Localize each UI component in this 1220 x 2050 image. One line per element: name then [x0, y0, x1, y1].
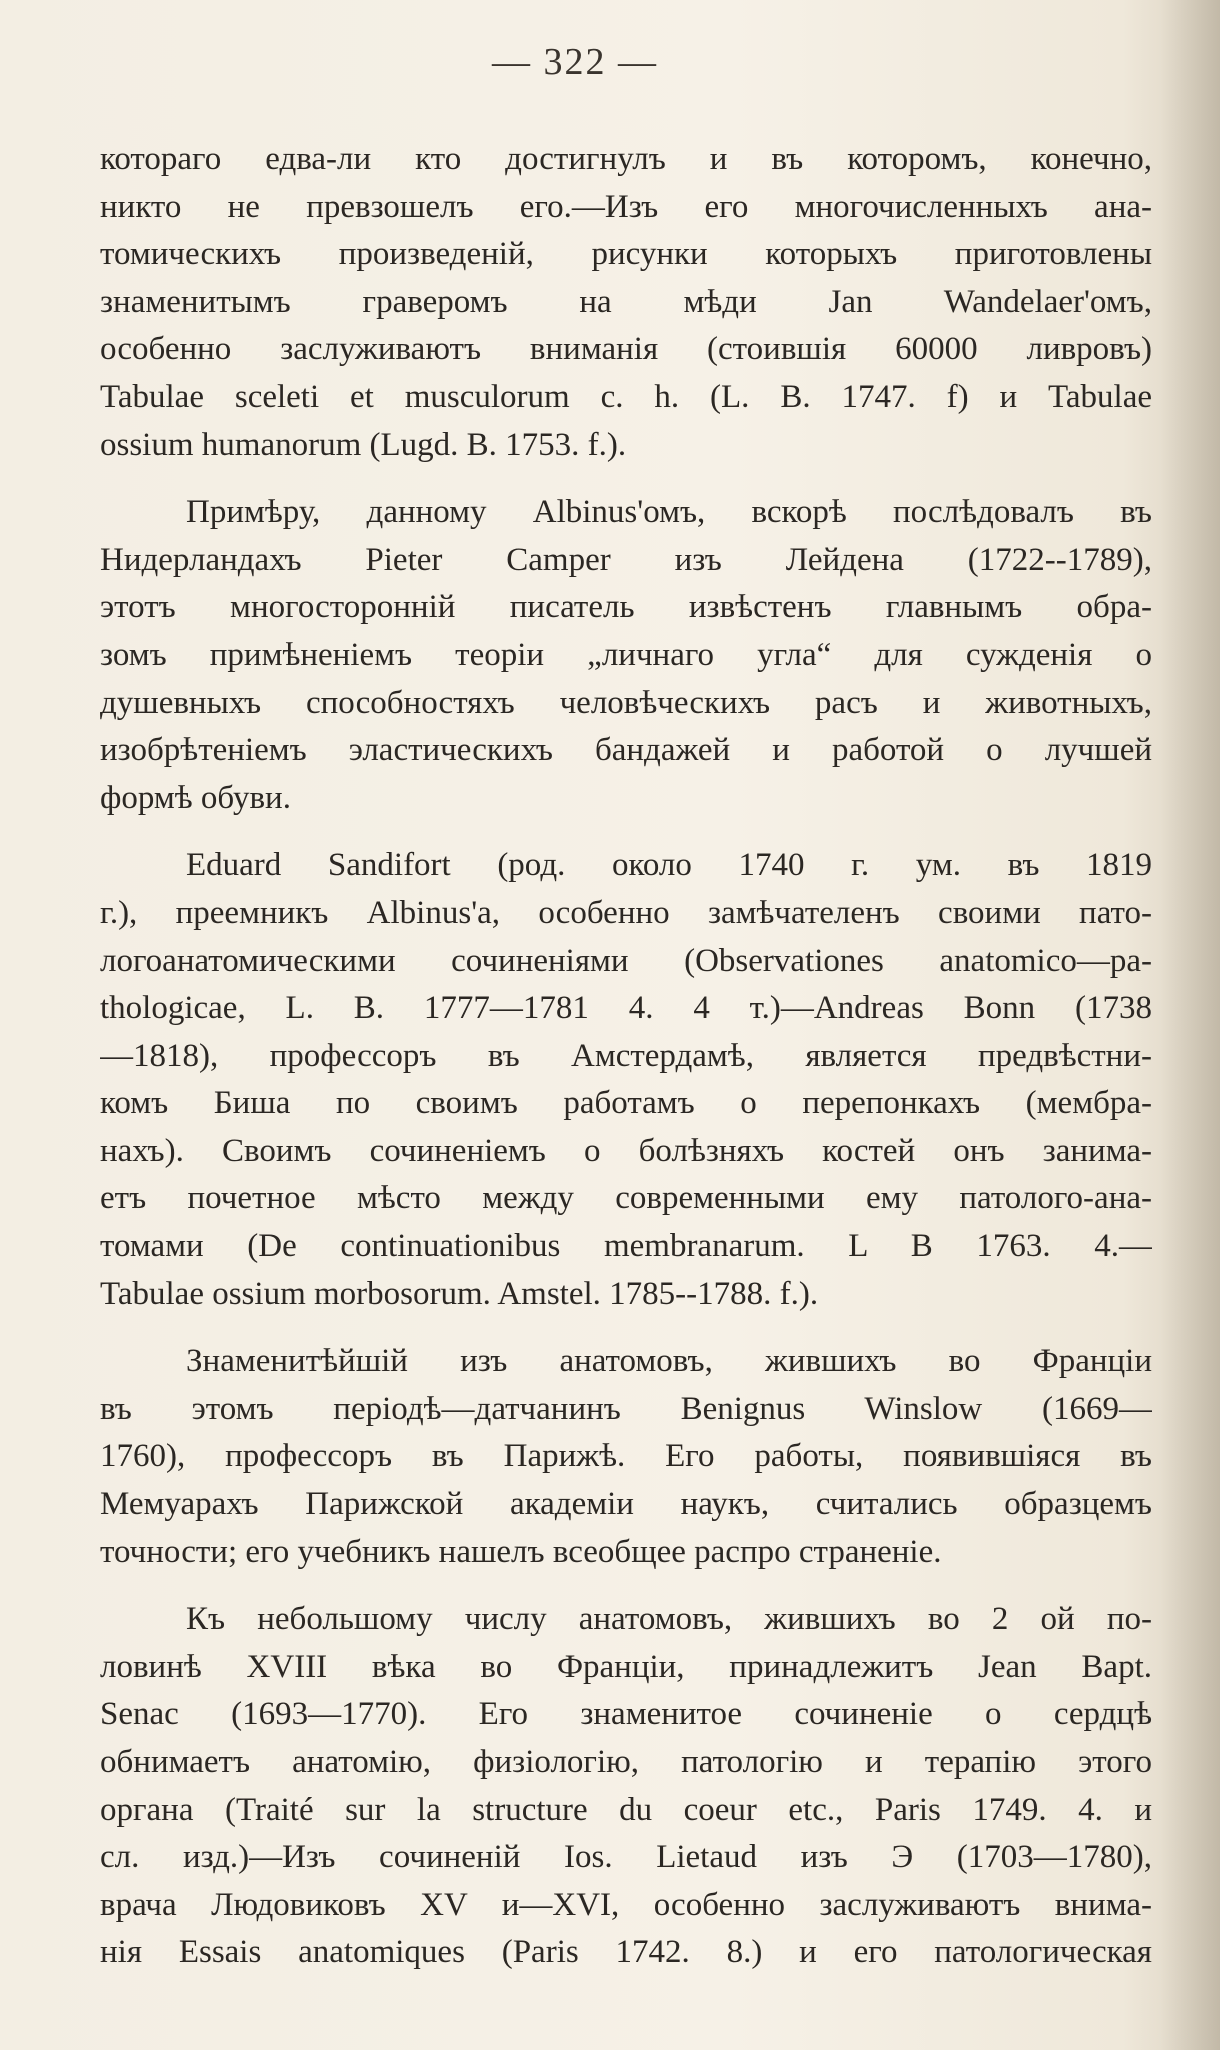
text-line: точности; его учебникъ нашелъ всеобщее распро страненіе. — [100, 1533, 942, 1570]
text-line: знаменитымъ граверомъ на мѣди Jan Wandelaer'омъ, — [100, 283, 1152, 320]
text-line: етъ почетное мѣсто между современными ему патолого-ана- — [100, 1180, 1152, 1217]
text-line: Eduard Sandifort (род. около 1740 г. ум. въ 1819 — [186, 847, 1152, 884]
paragraph-3 — [100, 842, 1152, 1318]
text-line: Примѣру, данному Albinus'омъ, вскорѣ послѣдовалъ въ — [186, 494, 1152, 531]
page-body — [100, 136, 1152, 1977]
text-line: Къ небольшому числу анатомовъ, жившихъ во 2 ой по- — [186, 1601, 1152, 1638]
text-line: котораго едва-ли кто достигнулъ и въ которомъ, конечно, — [100, 141, 1152, 177]
text-line: особенно заслуживаютъ вниманія (стоившія 60000 ливровъ) — [100, 331, 1152, 368]
page-number: — 322 — — [492, 41, 658, 83]
text-line: зомъ примѣненіемъ теоріи „личнаго угла“ для сужденія о — [100, 636, 1152, 673]
text-line: органа (Traité sur la structure du coeur etc., Paris 1749. 4. и — [100, 1791, 1152, 1828]
text-line: никто не превзошелъ его.—Изъ его многочисленныхъ ана- — [100, 188, 1152, 225]
text-line: формѣ обуви. — [100, 779, 291, 816]
text-line: ossium humanorum (Lugd. B. 1753. f.). — [100, 426, 627, 463]
text-line: Знаменитѣйшій изъ анатомовъ, жившихъ во Франціи — [186, 1343, 1152, 1380]
text-line: сл. изд.)—Изъ сочиненій Ios. Lietaud изъ Э (1703—1780), — [100, 1839, 1152, 1876]
text-line: обнимаетъ анатомію, физіологію, патологію и терапію этого — [100, 1744, 1152, 1780]
text-line: нахъ). Своимъ сочиненіемъ о болѣзняхъ костей онъ занима- — [100, 1132, 1152, 1169]
text-line: въ этомъ періодѣ—датчанинъ Benignus Winslow (1669— — [100, 1390, 1152, 1427]
text-line: ловинѣ XVIII вѣка во Франціи, принадлежитъ Jean Bapt. — [100, 1648, 1152, 1685]
text-line: комъ Биша по своимъ работамъ о перепонкахъ (мембра- — [100, 1085, 1152, 1122]
text-line: нія Essais anatomiques (Paris 1742. 8.) и его патологическая — [100, 1934, 1152, 1971]
text-line: томами (De continuationibus membranarum. L B 1763. 4.— — [100, 1228, 1152, 1265]
paragraph-2 — [100, 489, 1152, 822]
text-line: этотъ многосторонній писатель извѣстенъ главнымъ обра- — [100, 589, 1152, 626]
text-line: Tabulae sceleti et musculorum c. h. (L. B. 1747. f) и Tabulae — [100, 378, 1152, 415]
text-line: Tabulae ossium morbosorum. Amstel. 1785--1788. f.). — [100, 1275, 819, 1312]
paragraph-4 — [100, 1338, 1152, 1576]
text-line: врача Людовиковъ XV и—XVI, особенно заслуживаютъ внима- — [100, 1886, 1152, 1923]
page-edge-shadow — [1160, 0, 1220, 2050]
paragraph-5 — [100, 1596, 1152, 1977]
text-line: г.), преемникъ Albinus'а, особенно замѣчателенъ своими пато- — [100, 894, 1152, 931]
text-line: Senac (1693—1770). Его знаменитое сочиненіе о сердцѣ — [100, 1696, 1152, 1733]
text-line: —1818), профессоръ въ Амстердамѣ, является предвѣстни- — [100, 1037, 1152, 1074]
text-line: Мемуарахъ Парижской академіи наукъ, считались образцемъ — [100, 1486, 1152, 1523]
text-line: thologicae, L. B. 1777—1781 4. 4 т.)—Andreas Bonn (1738 — [100, 990, 1152, 1027]
text-line: томическихъ произведеній, рисунки которыхъ приготовлены — [100, 236, 1152, 273]
paragraph-1 — [100, 136, 1152, 469]
text-line: Нидерландахъ Pieter Camper изъ Лейдена (1722--1789), — [100, 541, 1152, 578]
text-line: 1760), профессоръ въ Парижѣ. Его работы, появившіяся въ — [100, 1438, 1152, 1475]
text-line: душевныхъ способностяхъ человѣческихъ расъ и животныхъ, — [100, 684, 1152, 721]
text-line: изобрѣтеніемъ эластическихъ бандажей и работой о лучшей — [100, 732, 1152, 769]
text-line: логоанатомическими сочиненіями (Observationes anatomico—pa- — [100, 942, 1152, 979]
